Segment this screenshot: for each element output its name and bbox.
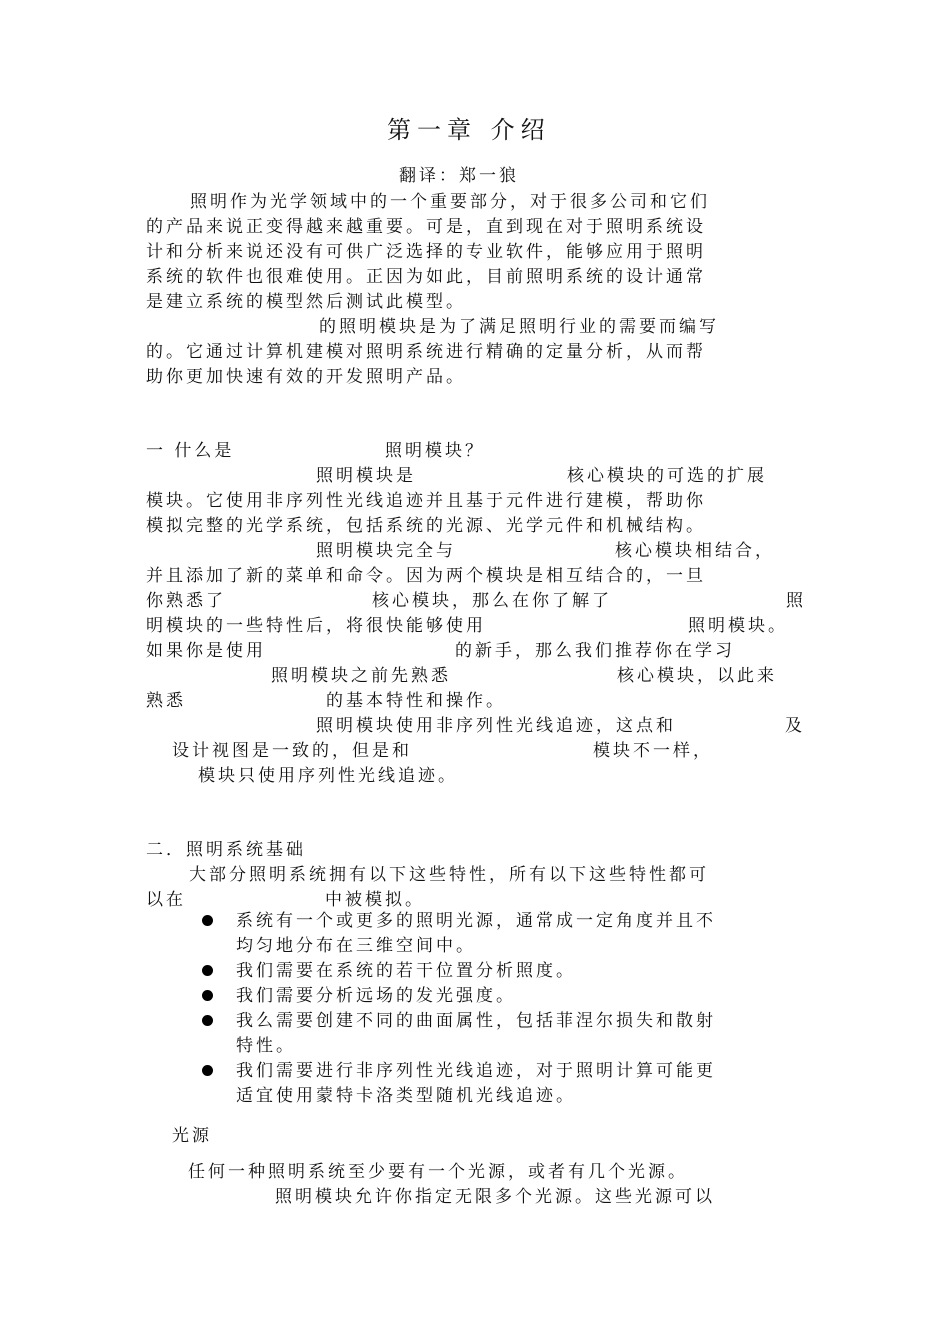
s1-line-1b: 核心模块的可选的扩展 (567, 466, 767, 486)
bullet-1-line-1: 系统有一个或更多的照明光源，通常成一定角度并且不 (236, 911, 716, 931)
bullet-dot-2 (202, 965, 213, 976)
bullet-5-line-2: 适宜使用蒙特卡洛类型随机光线追迹。 (236, 1086, 576, 1106)
s1-line-9b: 核心模块，以此来 (617, 666, 777, 686)
bullet-dot-1 (202, 915, 213, 926)
chapter-title: 第一章 介绍 (387, 116, 551, 144)
s2-intro-line-2b: 中被模拟。 (325, 890, 425, 910)
intro-p1-line-2: 的产品来说正变得越来越重要。可是，直到现在对于照明系统设 (146, 217, 706, 237)
s1-line-4a: 照明模块完全与 (316, 541, 456, 561)
s1-line-13: 模块只使用序列性光线追迹。 (198, 766, 458, 786)
s1-line-5: 并且添加了新的菜单和命令。因为两个模块是相互结合的，一旦 (146, 566, 706, 586)
s1-line-1a: 照明模块是 (316, 466, 416, 486)
s1-line-2: 模块。它使用非序列性光线追迹并且基于元件进行建模，帮助你 (146, 491, 706, 511)
bullet-4-line-2: 特性。 (236, 1036, 296, 1056)
s1-line-12b: 模块不一样， (593, 741, 713, 761)
s1-line-9a: 照明模块之前先熟悉 (271, 666, 451, 686)
intro-p1-line-5: 是建立系统的模型然后测试此模型。 (146, 292, 466, 312)
intro-p2-line-3: 助你更加快速有效的开发照明产品。 (146, 367, 466, 387)
bullet-1-line-2: 均匀地分布在三维空间中。 (236, 936, 476, 956)
light-source-line-1: 任何一种照明系统至少要有一个光源，或者有几个光源。 (188, 1162, 688, 1182)
s1-line-8b: 的新手，那么我们推荐你在学习 (455, 641, 735, 661)
intro-p2-line-1: 的照明模块是为了满足照明行业的需要而编写 (319, 317, 719, 337)
s1-line-11b: 及 (785, 716, 805, 736)
intro-p1-line-4: 系统的软件也很难使用。正因为如此，目前照明系统的设计通常 (146, 267, 706, 287)
section1-heading-a: 一 什么是 (146, 441, 235, 461)
s1-line-7b: 照明模块。 (688, 616, 788, 636)
bullet-dot-5 (202, 1065, 213, 1076)
s1-line-7a: 明模块的一些特性后，将很快能够使用 (146, 616, 486, 636)
section1-heading-b: 照明模块？ (385, 441, 485, 461)
s2-intro-line-2a: 以在 (146, 890, 186, 910)
s1-line-4b: 核心模块相结合， (615, 541, 775, 561)
intro-p2-line-2: 的。它通过计算机建模对照明系统进行精确的定量分析，从而帮 (146, 342, 706, 362)
s1-line-6a: 你熟悉了 (146, 591, 226, 611)
light-source-line-2: 照明模块允许你指定无限多个光源。这些光源可以 (275, 1187, 715, 1207)
section2-heading: 二．照明系统基础 (146, 840, 306, 860)
s1-line-11a: 照明模块使用非序列性光线追迹，这点和 (316, 716, 676, 736)
translator-credit: 翻译：郑一狼 (399, 166, 519, 186)
s1-line-8a: 如果你是使用 (146, 641, 266, 661)
s1-line-12a: 设计视图是一致的，但是和 (172, 741, 412, 761)
bullet-2-line-1: 我们需要在系统的若干位置分析照度。 (236, 961, 576, 981)
intro-p1-line-1: 照明作为光学领域中的一个重要部分，对于很多公司和它们 (190, 192, 710, 212)
s1-line-10a: 熟悉 (146, 691, 186, 711)
s1-line-3: 模拟完整的光学系统，包括系统的光源、光学元件和机械结构。 (146, 516, 706, 536)
s1-line-6b: 核心模块，那么在你了解了 (372, 591, 612, 611)
bullet-dot-3 (202, 990, 213, 1001)
bullet-3-line-1: 我们需要分析远场的发光强度。 (236, 986, 516, 1006)
s2-intro-line-1: 大部分照明系统拥有以下这些特性，所有以下这些特性都可 (189, 865, 709, 885)
s1-line-6c: 照 (786, 591, 806, 611)
bullet-4-line-1: 我么需要创建不同的曲面属性，包括菲涅尔损失和散射 (236, 1011, 716, 1031)
bullet-5-line-1: 我们需要进行非序列性光线追迹，对于照明计算可能更 (236, 1061, 716, 1081)
s1-line-10b: 的基本特性和操作。 (326, 691, 506, 711)
light-source-heading: 光源 (172, 1126, 212, 1146)
bullet-dot-4 (202, 1015, 213, 1026)
intro-p1-line-3: 计和分析来说还没有可供广泛选择的专业软件，能够应用于照明 (146, 242, 706, 262)
